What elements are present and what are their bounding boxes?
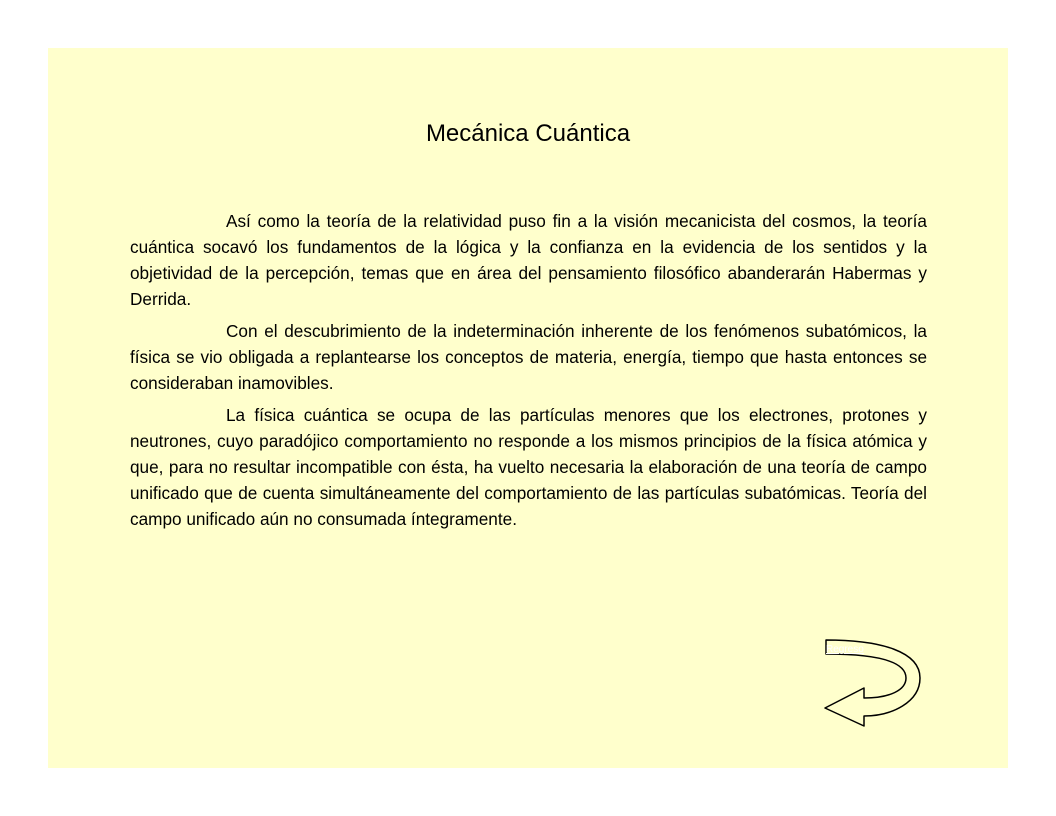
slide xyxy=(48,48,1008,768)
paragraph-1: Así como la teoría de la relatividad puso fin a la visión mecanicista del cosmos, la teoría cuántica socavó los fundamentos de la lógica y la confianza en la evidencia de los sentidos y la objetividad de la percepción, temas que en área del pensamiento filosófico abanderarán Habermas y Derrida. xyxy=(130,211,927,309)
slide-body xyxy=(130,208,927,538)
paragraph-3: La física cuántica se ocupa de las partículas menores que los electrones, protones y neutrones, cuyo paradójico comportamiento no responde a los mismos principios de la física atómica y que, para no resultar incompatible con ésta, ha vuelto necesaria la elaboración de una teoría de campo unificado que de cuenta simultáneamente del comportamiento de las partículas subatómicas. Teoría del campo unificado aún no consumada íntegramente. xyxy=(130,405,927,529)
back-button[interactable] xyxy=(822,630,932,730)
slide-title: Mecánica Cuántica xyxy=(425,120,631,147)
paragraph-2: Con el descubrimiento de la indeterminación inherente de los fenómenos subatómicos, la física se vio obligada a replantearse los conceptos de materia, energía, tiempo que hasta entonces se consideraban inamovibles. xyxy=(130,321,927,393)
back-link-label[interactable]: Regreso xyxy=(826,644,864,655)
